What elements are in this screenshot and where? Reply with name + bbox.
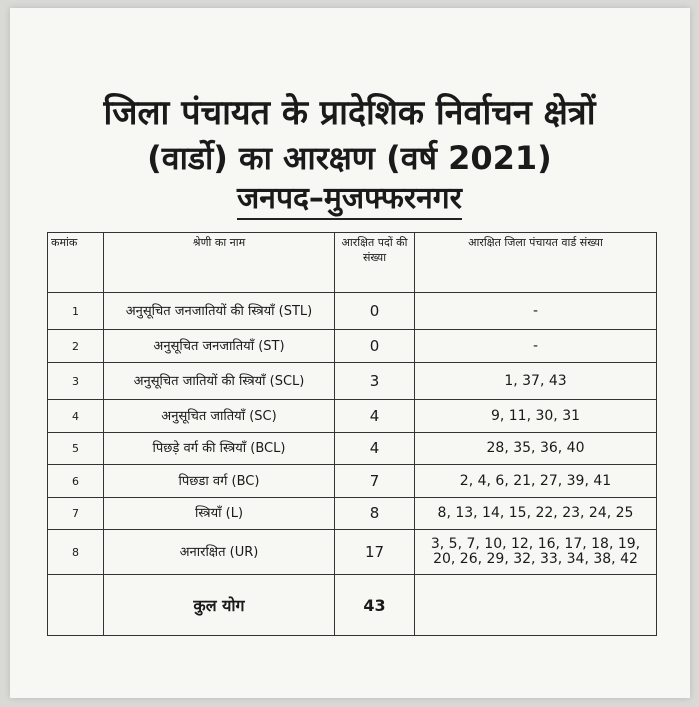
row-category: अनुसूचित जातियाँ (SC) <box>104 400 335 433</box>
row-wards: 1, 37, 43 <box>415 363 657 400</box>
row-serial: 1 <box>48 293 104 330</box>
row-category: अनुसूचित जनजातियाँ (ST) <box>104 330 335 363</box>
title-line-2: (वार्डो) का आरक्षण (वर्ष 2021) <box>147 139 552 177</box>
header-count: आरक्षित पदों की संख्या <box>335 233 415 293</box>
table-header-row <box>48 233 657 293</box>
table-row <box>48 330 657 363</box>
reservation-table <box>47 232 657 636</box>
row-count: 7 <box>335 465 415 498</box>
row-count: 0 <box>335 330 415 363</box>
total-row <box>48 575 657 636</box>
total-count: 43 <box>335 575 415 636</box>
row-count: 3 <box>335 363 415 400</box>
row-wards: - <box>415 330 657 363</box>
row-wards: 28, 35, 36, 40 <box>415 433 657 465</box>
row-serial: 8 <box>48 530 104 575</box>
row-category: अनुसूचित जनजातियों की स्त्रियाँ (STL) <box>104 293 335 330</box>
row-category: अनारक्षित (UR) <box>104 530 335 575</box>
row-wards: 8, 13, 14, 15, 22, 23, 24, 25 <box>415 498 657 530</box>
total-label: कुल योग <box>104 575 335 636</box>
row-count: 4 <box>335 433 415 465</box>
table-row <box>48 433 657 465</box>
row-count: 0 <box>335 293 415 330</box>
row-count: 8 <box>335 498 415 530</box>
row-category: अनुसूचित जातियों की स्त्रियाँ (SCL) <box>104 363 335 400</box>
row-wards: - <box>415 293 657 330</box>
title-line-1: जिला पंचायत के प्रादेशिक निर्वाचन क्षेत्रों <box>103 93 596 133</box>
header-wards: आरक्षित जिला पंचायत वार्ड संख्या <box>415 233 657 293</box>
row-serial: 6 <box>48 465 104 498</box>
total-serial-empty <box>48 575 104 636</box>
header-category: श्रेणी का नाम <box>104 233 335 293</box>
table-row <box>48 465 657 498</box>
table-row <box>48 400 657 433</box>
row-serial: 2 <box>48 330 104 363</box>
row-serial: 4 <box>48 400 104 433</box>
header-serial: कमांक <box>48 233 104 293</box>
row-serial: 7 <box>48 498 104 530</box>
row-category: स्त्रियाँ (L) <box>104 498 335 530</box>
total-wards-empty <box>415 575 657 636</box>
row-wards: 3, 5, 7, 10, 12, 16, 17, 18, 19, 20, 26, 29, 32, 33, 34, 38, 42 <box>415 530 657 575</box>
row-wards: 9, 11, 30, 31 <box>415 400 657 433</box>
table-row <box>48 293 657 330</box>
table-row <box>48 363 657 400</box>
table-row <box>48 498 657 530</box>
row-count: 17 <box>335 530 415 575</box>
row-category: पिछडा वर्ग (BC) <box>104 465 335 498</box>
row-count: 4 <box>335 400 415 433</box>
row-serial: 5 <box>48 433 104 465</box>
row-wards: 2, 4, 6, 21, 27, 39, 41 <box>415 465 657 498</box>
district-name: जनपद–मुजफ्फरनगर <box>237 181 462 220</box>
row-category: पिछड़े वर्ग की स्त्रियाँ (BCL) <box>104 433 335 465</box>
row-serial: 3 <box>48 363 104 400</box>
table-row <box>48 530 657 575</box>
district-heading <box>0 176 699 217</box>
